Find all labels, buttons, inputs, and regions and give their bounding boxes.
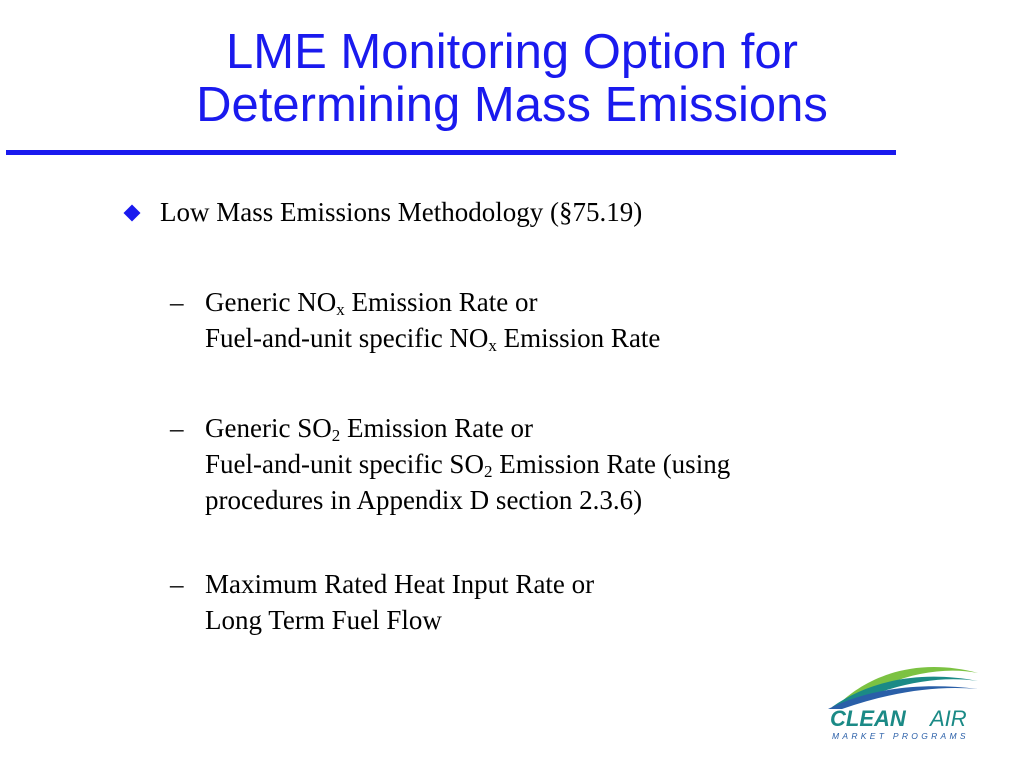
logo-tagline: MARKET PROGRAMS	[832, 731, 969, 741]
swoosh-icon	[828, 667, 978, 709]
sub-bullet-line: Fuel-and-unit specific $SO_2$ Emission Rate (using	[205, 449, 731, 481]
title-divider	[6, 150, 896, 155]
logo-clean-text: CLEAN	[830, 706, 906, 731]
sub-bullet-line: Generic $NO_x$ Emission Rate or	[205, 287, 538, 319]
logo-air-text: AIR	[930, 706, 967, 731]
dash-marker: –	[170, 569, 184, 599]
sub-bullet-line: procedures in Appendix D section 2.3.6)	[205, 485, 643, 515]
sub-bullet-line: Maximum Rated Heat Input Rate or	[205, 569, 595, 599]
slide-title-line-1: LME Monitoring Option for	[226, 25, 798, 79]
dash-marker: –	[170, 287, 184, 317]
slide-title	[0, 26, 1024, 132]
clean-air-logo	[828, 655, 984, 745]
dash-marker: –	[170, 413, 184, 443]
diamond-bullet-icon	[124, 205, 141, 222]
slide-title-line-2: Determining Mass Emissions	[196, 78, 828, 132]
sub-bullet-line: Long Term Fuel Flow	[205, 605, 442, 635]
sub-bullet-line: Generic $SO_2$ Emission Rate or	[205, 413, 533, 445]
sub-bullet-line: Fuel-and-unit specific $NO_x$ Emission Rate	[205, 323, 661, 355]
main-bullet-text: Low Mass Emissions Methodology (§75.19)	[160, 197, 643, 227]
